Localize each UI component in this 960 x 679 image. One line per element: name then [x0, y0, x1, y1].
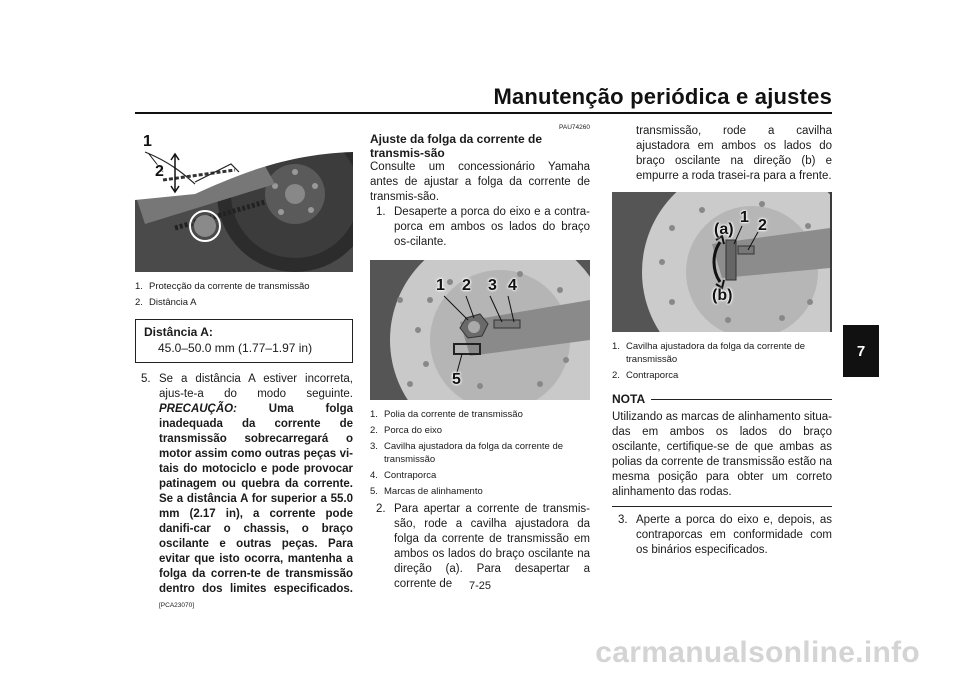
- callout-1: 1: [436, 277, 445, 294]
- adjuster-photo-icon: [612, 192, 832, 332]
- nota-heading: NOTA: [612, 392, 832, 407]
- callout-1: 1: [143, 133, 152, 150]
- caption-item: 1. Polia da corrente de transmissão: [370, 409, 523, 420]
- spec-value: 45.0–50.0 mm (1.77–1.97 in): [158, 341, 313, 355]
- caption-item: 3. Cavilha ajustadora da folga da corrente de transmissão: [370, 441, 564, 465]
- caption-item: 2. Contraporca: [612, 370, 679, 381]
- reference-code: [PCA23070]: [159, 602, 195, 609]
- nota-rule: [612, 506, 832, 507]
- spec-label: Distância A:: [144, 325, 213, 339]
- step-1: 1. Desaperte a porca do eixo e a contra-porca em ambos os lados do braço os-cilante.: [376, 206, 590, 248]
- column-middle: [370, 124, 590, 592]
- caption-item: 2. Porca do eixo: [370, 425, 443, 436]
- intro-paragraph: Consulte um concessionário Yamaha antes de ajustar a folga da corrente de transmis-são.: [370, 161, 590, 203]
- step-2: 2. Para apertar a corrente de transmis-são, rode a cavilha ajustadora da folga da corrente de transmissão em ambos os lados do braço oscilante na direção (a). Para desapertar a corrente de: [376, 503, 590, 590]
- spec-box: [135, 319, 353, 363]
- column-right: [612, 124, 832, 558]
- caption-item: 1. Cavilha ajustadora da folga da corrente de transmissão: [612, 341, 806, 365]
- chain-photo-icon: [135, 124, 353, 272]
- callout-2: 2: [155, 163, 164, 180]
- figure-caption-list: [135, 280, 353, 309]
- figure-caption-list: [612, 340, 832, 382]
- watermark[interactable]: carmanualsonline.info: [595, 636, 920, 669]
- callout-2: 2: [462, 277, 471, 294]
- callout-a: (a): [714, 221, 734, 238]
- caption-item: 1. Protecção da corrente de transmissão: [135, 281, 310, 292]
- callout-5: 5: [452, 371, 461, 388]
- figure-caption-list: [370, 408, 590, 498]
- section-heading: Ajuste da folga da corrente de transmis-são: [370, 132, 543, 160]
- caption-item: 2. Distância A: [135, 297, 197, 308]
- step-5: 5. Se a distância A estiver incorreta, ajus-te-a do modo seguinte. PRECAUÇÃO: Uma folga inadequada da corrente de transmissão sobrecarregará o motor assim como outras peças vi-tais do motociclo e pode provocar patinagem ou quebra da corrente. Se a distância A for superior a 55.0 mm (2.17 in), a corrente pode danifi-car o chassis, o braço oscilante e outras peças. Para evitar que isto ocorra, mantenha a folga da corren-te de transmissão dentro dos limites especificados.[PCA23070]: [141, 373, 353, 609]
- callout-2: 2: [758, 217, 767, 234]
- callout-1: 1: [740, 209, 749, 226]
- page-title: Manutenção periódica e ajustes: [493, 84, 832, 109]
- step-2-continuation: transmissão, rode a cavilha ajustadora em ambos os lados do braço oscilante na direção (b) e empurre a roda trasei-ra para a frente.: [636, 125, 832, 182]
- section-code: PAU74260: [559, 124, 590, 131]
- page-number: 7-25: [468, 580, 492, 592]
- warning-text: Uma folga inadequada da corrente de transmissão sobrecarregará o motor assim como outras peças vi-tais do motociclo e pode provocar patinagem ou quebra da corrente. Se a distância A for superior a 55.0 mm (2.17 in), a corrente pode danifi-car o chassis, o braço oscilante e outras peças. Para evitar que isto ocorra, mantenha a folga da corren-te de transmissão dentro dos limites especificados.: [159, 403, 353, 595]
- nota-text: Utilizando as marcas de alinhamento situa-das em ambos os lados do braço oscilante, certifique-se de que ambas as polias da corrente de transmissão estão na mesma posição para obter um correto alinhamento das rodas.: [612, 411, 832, 498]
- callout-3: 3: [488, 277, 497, 294]
- caption-item: 4. Contraporca: [370, 470, 437, 481]
- warning-label: PRECAUÇÃO:: [159, 403, 237, 415]
- caption-item: 5. Marcas de alinhamento: [370, 486, 483, 497]
- callout-4: 4: [508, 277, 517, 294]
- chapter-tab[interactable]: 7: [843, 325, 879, 377]
- column-left: [135, 124, 353, 613]
- axle-photo-icon: [370, 260, 590, 400]
- title-rule: [135, 112, 832, 114]
- step-3: 3. Aperte a porca do eixo e, depois, as contraporcas em conformidade com os binários especificados.: [618, 514, 832, 556]
- callout-b: (b): [712, 287, 733, 304]
